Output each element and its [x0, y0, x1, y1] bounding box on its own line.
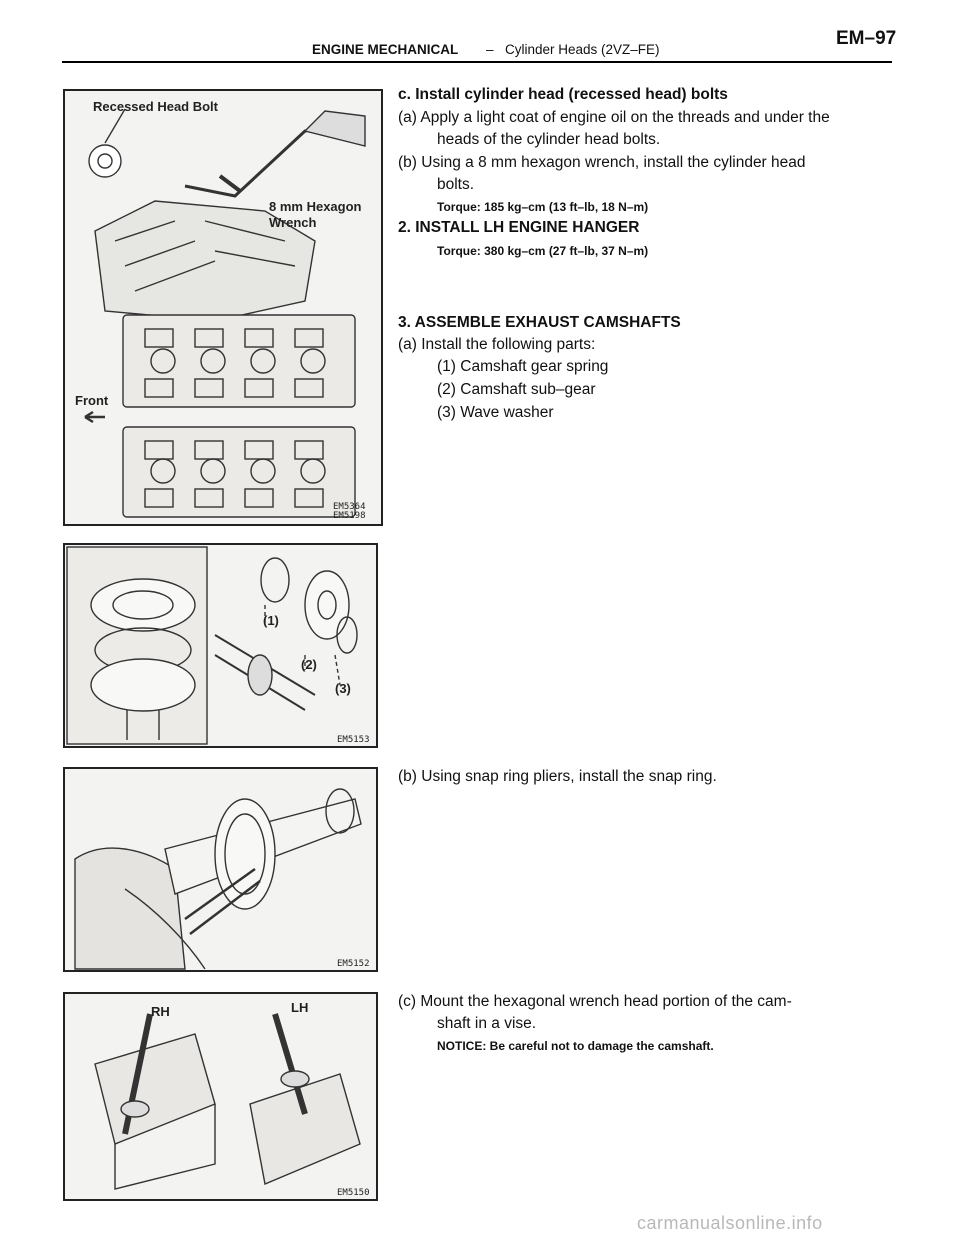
label-rh: RH	[151, 1004, 170, 1019]
step-3-c-line1: (c) Mount the hexagonal wrench head portion of the cam-	[398, 993, 792, 1010]
part-3: (3) Wave washer	[437, 404, 554, 421]
watermark: carmanualsonline.info	[637, 1213, 823, 1233]
page-number: EM–97	[836, 28, 897, 49]
step-3-a: (a) Install the following parts:	[398, 336, 596, 353]
camshaft-parts-illustration	[65, 545, 376, 746]
label-recessed-head-bolt: Recessed Head Bolt	[93, 99, 218, 114]
label-part-1: (1)	[263, 613, 279, 628]
figure-camshaft-vise	[63, 992, 378, 1201]
label-wrench: Wrench	[269, 215, 317, 230]
step-3-b: (b) Using snap ring pliers, install the snap ring.	[398, 768, 717, 785]
notice: NOTICE: Be careful not to damage the camshaft.	[437, 1039, 714, 1053]
step-c-a-line2: heads of the cylinder head bolts.	[437, 131, 661, 148]
figure-code: EM5152	[337, 959, 370, 969]
label-part-2: (2)	[301, 657, 317, 672]
head-bolt-illustration	[65, 91, 381, 524]
figure-code: EM5150	[337, 1188, 370, 1198]
step-3-c-line2: shaft in a vise.	[437, 1015, 537, 1032]
label-front: Front	[75, 393, 109, 408]
figure-snap-ring	[63, 767, 378, 972]
part-2: (2) Camshaft sub–gear	[437, 381, 596, 398]
step-c-a-line1: (a) Apply a light coat of engine oil on the threads and under the	[398, 109, 830, 126]
header-separator: –	[486, 42, 494, 57]
step-c-b-line1: (b) Using a 8 mm hexagon wrench, install the cylinder head	[398, 154, 806, 171]
header-section: ENGINE MECHANICAL	[312, 42, 459, 57]
step-c-b-line2: bolts.	[437, 176, 475, 193]
camshaft-vise-illustration	[65, 994, 376, 1199]
step-c-heading: c. Install cylinder head (recessed head) bolts	[398, 86, 728, 103]
label-hexagon: 8 mm Hexagon	[269, 199, 362, 214]
step-2-heading: 2. INSTALL LH ENGINE HANGER	[398, 219, 640, 236]
snap-ring-illustration	[65, 769, 376, 970]
step-3-heading: 3. ASSEMBLE EXHAUST CAMSHAFTS	[398, 314, 681, 331]
figure-code: EM5364 EM5198	[333, 502, 366, 521]
label-part-3: (3)	[335, 681, 351, 696]
figure-code: EM5153	[337, 735, 370, 745]
figure-camshaft-parts	[63, 543, 378, 748]
torque-spec-2: Torque: 380 kg–cm (27 ft–lb, 37 N–m)	[437, 244, 649, 258]
part-1: (1) Camshaft gear spring	[437, 358, 609, 375]
header-rule	[62, 61, 892, 63]
torque-spec-c: Torque: 185 kg–cm (13 ft–lb, 18 N–m)	[437, 200, 649, 214]
figure-head-bolts	[63, 89, 383, 526]
header-subsection: Cylinder Heads (2VZ–FE)	[505, 42, 660, 57]
page-header	[0, 0, 960, 64]
label-lh: LH	[291, 1000, 309, 1015]
